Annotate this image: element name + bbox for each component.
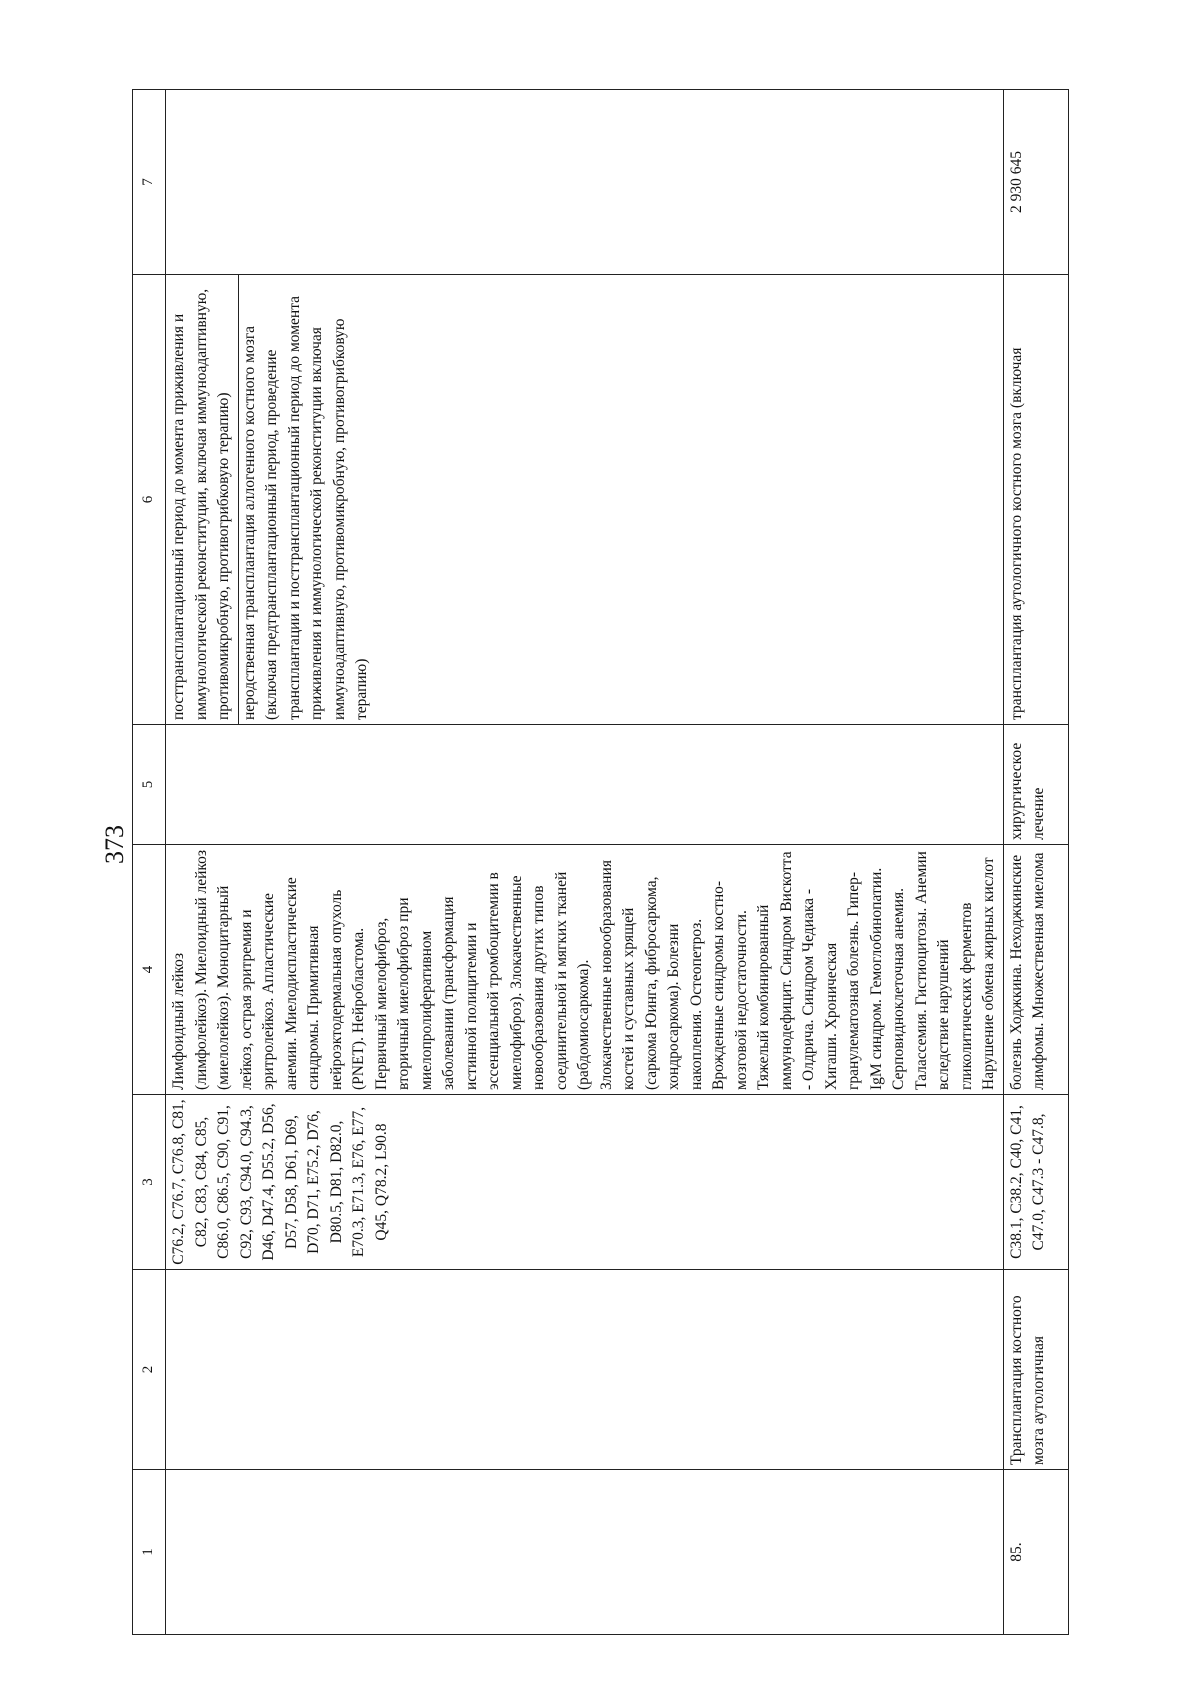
cell-number: 85. — [1003, 1470, 1068, 1635]
cell-number — [166, 1470, 1004, 1635]
cell-cost: 2 930 645 — [1003, 90, 1068, 275]
header-col-6: 6 — [133, 275, 166, 725]
table-row — [1003, 90, 1068, 1635]
header-col-5: 5 — [133, 725, 166, 845]
header-col-3: 3 — [133, 1095, 166, 1270]
cell-treatment — [166, 725, 1004, 845]
cell-method: трансплантация аутологичного костного мозга (включая — [1003, 275, 1068, 725]
method-continuation: посттрансплантационный период до момента приживления и иммунологической реконституции, включая иммуноадаптивную, противомикробную, противогрибковую терапию) — [170, 288, 232, 720]
page-number: 373 — [100, 825, 129, 864]
header-col-1: 1 — [133, 1470, 166, 1635]
cell-diseases: болезнь Ходжкина. Неходжкинские лимфомы. Множественная миелома — [1003, 845, 1068, 1095]
procedures-table — [132, 89, 1069, 1635]
cell-name — [166, 1270, 1004, 1470]
cell-method — [166, 275, 1004, 725]
cell-cost — [166, 90, 1004, 275]
header-col-4: 4 — [133, 845, 166, 1095]
rotated-page-content — [132, 90, 1077, 1635]
cell-name: Трансплантация костного мозга аутологичная — [1003, 1270, 1068, 1470]
cell-treatment: хирургическое лечение — [1003, 725, 1068, 845]
cell-icd-codes: C38.1, C38.2, C40, C41, C47.0, C47.3 - C47.8, — [1003, 1095, 1068, 1270]
header-col-2: 2 — [133, 1270, 166, 1470]
cell-diseases: Лимфоидный лейкоз (лимфолейкоз). Миелоидный лейкоз (миелолейкоз). Моноцитарный лейкоз, острая эритремия и эритролейкоз. Апластические анемии. Миелодиспластические синдромы. Примитивная нейроэктодермальная опухоль (PNET). Нейробластома. Первичный миелофиброз, вторичный миелофиброз при миелопролиферативном заболевании (трансформация истинной полицитемии и эссенциальной тромбоцитемии в миелофиброз). Злокачественные новообразования других типов соединительной и мягких тканей (рабдомиосаркома). Злокачественные новообразования костей и суставных хрящей (саркома Юинга, фибросаркома, хондросаркома). Болезни накопления. Остеопетроз. Врожденные синдромы костно-мозговой недостаточности. Тяжелый комбинированный иммунодефицит. Синдром Вискотта - Олдрича. Синдром Чедиака - Хигаши. Хроническая гранулематозная болезнь. Гипер-IgM синдром. Гемоглобинопатии. Серповидноклеточная анемия. Талассемия. Гистиоцитозы. Анемии вследствие нарушений гликолитических ферментов Нарушение обмена жирных кислот — [166, 845, 1004, 1095]
method-unrelated-transplant: неродственная трансплантация аллогенного костного мозга (включая предтрансплантационный период, проведение трансплантации и посттрансплантационный период до момента приживления и иммунологической реконституции включая иммуноадаптивную, противомикробную, противогрибковую терапию) — [238, 275, 374, 724]
header-row — [133, 90, 166, 1635]
cell-icd-codes: C76.2, C76.7, C76.8, C81, C82, C83, C84, C85, C86.0, C86.5, C90, C91, C92, C93, C94.0, C94.3, D46, D47.4, D55.2, D56, D57, D58, D61, D69, D70, D71, E75.2, D76, D80.5, D81, D82.0, E70.3, E71.3, E76, E77, Q45, Q78.2, L90.8 — [166, 1095, 1004, 1270]
table-row — [166, 90, 1004, 1635]
header-col-7: 7 — [133, 90, 166, 275]
